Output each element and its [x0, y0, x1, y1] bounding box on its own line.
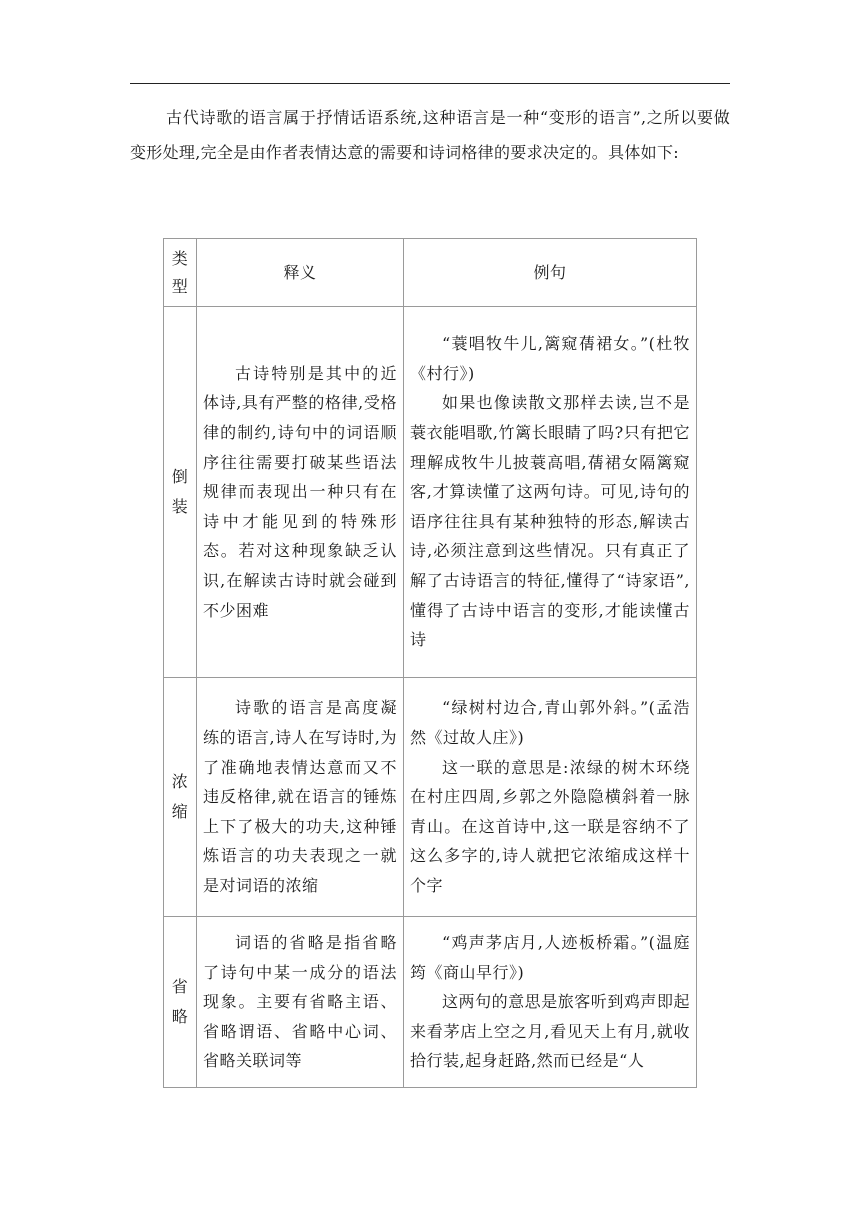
row-example: [404, 678, 697, 917]
header-definition: 释义: [197, 239, 404, 307]
header-example: 例句: [404, 239, 697, 307]
definition-text: 诗歌的语言是高度凝练的语言,诗人在写诗时,为了准确地表情达意而又不违反格律,就在语言的锤炼上下了极大的功夫,这种锤炼语言的功夫表现之一就是对词语的浓缩: [203, 698, 397, 895]
type-char: 倒: [171, 467, 189, 486]
table-row: [164, 678, 697, 917]
table-row: [164, 307, 697, 678]
header-type: 类 型: [164, 239, 197, 307]
table-row: [164, 917, 697, 1088]
type-char: 省: [171, 977, 189, 996]
top-rule: [130, 83, 730, 84]
type-char: 缩: [171, 802, 189, 821]
table-header-row: [164, 239, 697, 307]
row-example: [404, 307, 697, 678]
example-text: 如果也像读散文那样去读,岂不是蓑衣能唱歌,竹篱长眼睛了吗?只有把它理解成牧牛儿披蓑高唱,蒨裙女隔篱窥客,才算读懂了这两句诗。可见,诗句的语序往往具有某种独特的形态,解读古诗,必须注意到这些情况。只有真正了解了古诗语言的特征,懂得了“诗家语”,懂得了古诗中语言的变形,才能读懂古诗: [410, 393, 690, 650]
row-definition: [197, 917, 404, 1088]
type-char: 装: [171, 497, 189, 516]
example-quote: “绿树村边合,青山郭外斜。”(孟浩然《过故人庄》): [410, 698, 690, 748]
intro-paragraph: 古代诗歌的语言属于抒情话语系统,这种语言是一种“变形的语言”,之所以要做变形处理,完全是由作者表情达意的需要和诗词格律的要求决定的。具体如下:: [130, 108, 730, 162]
type-char: 略: [171, 1007, 189, 1026]
row-type: [164, 307, 197, 678]
example-text: 这一联的意思是:浓绿的树木环绕在村庄四周,乡郭之外隐隐横斜着一脉青山。在这首诗中,这一联是容纳不了这么多字的,诗人就把它浓缩成这样十个字: [410, 757, 690, 895]
example-text: 这两句的意思是旅客听到鸡声即起来看茅店上空之月,看见天上有月,就收拾行装,起身赶路,然而已经是“人: [410, 992, 690, 1071]
row-definition: [197, 678, 404, 917]
row-type: [164, 917, 197, 1088]
definition-text: 词语的省略是指省略了诗句中某一成分的语法现象。主要有省略主语、省略谓语、省略中心词、省略关联词等: [203, 933, 397, 1071]
type-char: 浓: [171, 772, 189, 791]
row-type: [164, 678, 197, 917]
example-quote: “鸡声茅店月,人迹板桥霜。”(温庭筠《商山早行》): [410, 933, 690, 982]
row-example: [404, 917, 697, 1088]
example-quote: “蓑唱牧牛儿,篱窥蒨裙女。”(杜牧《村行》): [410, 334, 690, 383]
row-definition: [197, 307, 404, 678]
language-forms-table: [163, 238, 697, 1088]
definition-text: 古诗特别是其中的近体诗,具有严整的格律,受格律的制约,诗句中的词语顺序往往需要打破某些语法规律而表现出一种只有在诗中才能见到的特殊形态。若对这种现象缺乏认识,在解读古诗时就会碰到不少困难: [203, 363, 397, 620]
